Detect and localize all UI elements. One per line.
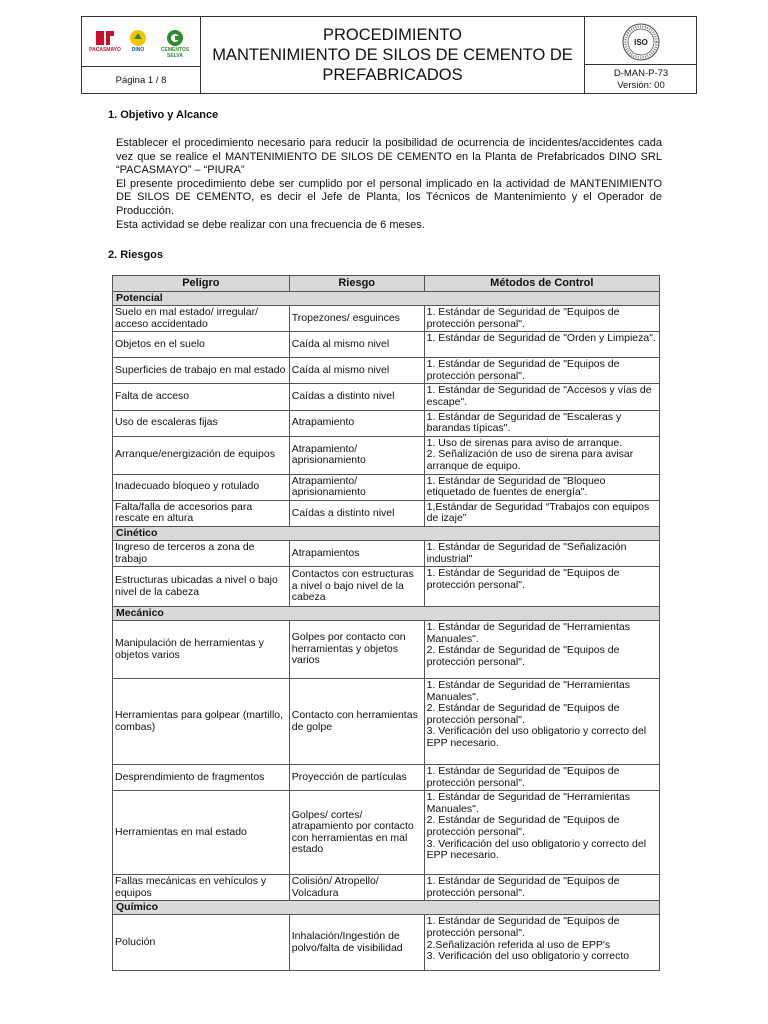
control-cell: 1. Uso de sirenas para aviso de arranque. 2. Señalización de uso de sirena para avisar arranque de equipo. [424, 436, 659, 474]
table-row [113, 474, 660, 500]
document-title [201, 25, 584, 85]
peligro-cell: Uso de escaleras fijas [113, 410, 290, 436]
peligro-cell: Herramientas en mal estado [113, 791, 290, 875]
riesgo-cell: Caída al mismo nivel [289, 332, 424, 358]
paragraph: Establecer el procedimiento necesario para reducir la posibilidad de ocurrencia de incidentes/accidentes cada vez que se realice el MANTENIMIENTO DE SILOS DE CEMENTO en la Planta de Prefabricados DINO SRL “PACASMAYO” – “PIURA” [116, 137, 662, 177]
control-cell: 1. Estándar de Seguridad de "Equipos de protección personal". [424, 875, 659, 901]
title-line: MANTENIMIENTO DE SILOS DE CEMENTO DE [212, 46, 573, 64]
table-body [113, 292, 660, 971]
riesgo-cell: Contactos con estructuras a nivel o bajo nivel de la cabeza [289, 567, 424, 607]
cementos-selva-logo: CEMENTOS SELVA [154, 29, 196, 59]
riesgo-cell: Caídas a distinto nivel [289, 384, 424, 410]
peligro-cell: Desprendimiento de fragmentos [113, 765, 290, 791]
table-row [113, 332, 660, 358]
category-label: Potencial [113, 292, 660, 306]
peligro-cell: Arranque/energización de equipos [113, 436, 290, 474]
peligro-cell: Objetos en el suelo [113, 332, 290, 358]
table-row [113, 567, 660, 607]
table-row [113, 306, 660, 332]
category-label: Mecánico [113, 607, 660, 621]
document-header [81, 16, 697, 94]
riesgo-cell: Atrapamiento/ aprisionamiento [289, 436, 424, 474]
riesgo-cell: Colisión/ Atropello/ Volcadura [289, 875, 424, 901]
control-cell: 1. Estándar de Seguridad de "Escaleras y barandas típicas". [424, 410, 659, 436]
table-row [113, 875, 660, 901]
doc-code: D-MAN-P-73 [613, 68, 669, 79]
table-row [113, 621, 660, 679]
control-cell: 1. Estándar de Seguridad de "Bloqueo etiquetado de fuentes de energía". [424, 474, 659, 500]
peligro-cell: Ingreso de terceros a zona de trabajo [113, 540, 290, 566]
peligro-cell: Fallas mecánicas en vehículos y equipos [113, 875, 290, 901]
control-cell: 1. Estándar de Seguridad de "Equipos de protección personal". [424, 306, 659, 332]
control-cell: 1. Estándar de Seguridad de "Equipos de protección personal". [424, 358, 659, 384]
title-line: PROCEDIMIENTO [322, 26, 463, 44]
doc-version: Versión: 00 [617, 80, 665, 91]
paragraph: El presente procedimiento debe ser cumplido por el personal implicado en la actividad de MANTENIMIENTO DE SILOS DE CEMENTO, es decir el Jefe de Planta, los Técnicos de Mantenimiento y el Operador de Producción. [116, 177, 662, 217]
category-label: Químico [113, 901, 660, 915]
peligro-cell: Herramientas para golpear (martillo, combas) [113, 679, 290, 765]
table-row [113, 384, 660, 410]
peligro-cell: Inadecuado bloqueo y rotulado [113, 474, 290, 500]
peligro-cell: Manipulación de herramientas y objetos varios [113, 621, 290, 679]
page-number: Página 1 / 8 [115, 75, 167, 86]
peligro-cell: Superficies de trabajo en mal estado [113, 358, 290, 384]
riesgo-cell: Proyección de partículas [289, 765, 424, 791]
header-divider [82, 66, 200, 67]
table-row [113, 791, 660, 875]
table-row [113, 410, 660, 436]
table-row [113, 915, 660, 971]
riesgo-cell: Tropezones/ esguinces [289, 306, 424, 332]
riesgo-cell: Inhalación/Ingestión de polvo/falta de visibilidad [289, 915, 424, 971]
control-cell: 1. Estándar de Seguridad de "Herramientas Manuales". 2. Estándar de Seguridad de "Equipos de protección personal". [424, 621, 659, 679]
header-divider [584, 64, 696, 65]
peligro-cell: Falta/falla de accesorios para rescate en altura [113, 500, 290, 526]
category-row [113, 607, 660, 621]
title-line: PREFABRICADOS [322, 66, 463, 84]
category-row [113, 526, 660, 540]
riesgo-cell: Contacto con herramientas de golpe [289, 679, 424, 765]
control-cell: 1. Estándar de Seguridad de "Orden y Limpieza". [424, 332, 659, 358]
riesgo-cell: Golpes/ cortes/ atrapamiento por contacto con herramientas en mal estado [289, 791, 424, 875]
column-header-peligro: Peligro [113, 276, 290, 292]
riesgo-cell: Caída al mismo nivel [289, 358, 424, 384]
control-cell: 1. Estándar de Seguridad de "Herramientas Manuales". 2. Estándar de Seguridad de "Equipos de protección personal". 3. Verificación del uso obligatorio y correcto del EPP necesario. [424, 679, 659, 765]
peligro-cell: Polución [113, 915, 290, 971]
column-header-riesgo: Riesgo [289, 276, 424, 292]
control-cell: 1. Estándar de Seguridad de "Señalización industrial" [424, 540, 659, 566]
control-cell: 1. Estándar de Seguridad de "Accesos y vías de escape". [424, 384, 659, 410]
riesgo-cell: Atrapamientos [289, 540, 424, 566]
category-row [113, 292, 660, 306]
table-row [113, 500, 660, 526]
peligro-cell: Estructuras ubicadas a nivel o bajo nivel de la cabeza [113, 567, 290, 607]
category-row [113, 901, 660, 915]
svg-text:ISO: ISO [634, 38, 648, 47]
table-row [113, 679, 660, 765]
control-cell: 1. Estándar de Seguridad de "Herramientas Manuales". 2. Estándar de Seguridad de "Equipos de protección personal". 3. Verificación del uso obligatorio y correcto del EPP necesario. [424, 791, 659, 875]
objetivo-text [116, 137, 662, 232]
control-cell: 1. Estándar de Seguridad de "Equipos de protección personal". 2.Señalización referida al uso de EPP's 3. Verificación del uso obligatorio y correcto [424, 915, 659, 971]
company-logos [88, 29, 196, 61]
section-heading-objetivo: 1. Objetivo y Alcance [108, 109, 219, 121]
document-code-version [584, 68, 698, 92]
category-label: Cinético [113, 526, 660, 540]
peligro-cell: Falta de acceso [113, 384, 290, 410]
column-header-control: Métodos de Control [424, 276, 659, 292]
control-cell: 1. Estándar de Seguridad de "Equipos de protección personal". [424, 567, 659, 607]
iso-seal [584, 20, 698, 64]
peligro-cell: Suelo en mal estado/ irregular/ acceso accidentado [113, 306, 290, 332]
pacasmayo-logo: PACASMAYO [88, 29, 122, 53]
riesgo-cell: Golpes por contacto con herramientas y objetos varios [289, 621, 424, 679]
riesgo-cell: Atrapamiento [289, 410, 424, 436]
riesgo-cell: Caídas a distinto nivel [289, 500, 424, 526]
section-heading-riesgos: 2. Riesgos [108, 249, 164, 261]
dino-logo: DINO [124, 29, 152, 53]
riesgo-cell: Atrapamiento/ aprisionamiento [289, 474, 424, 500]
paragraph: Esta actividad se debe realizar con una frecuencia de 6 meses. [116, 218, 425, 231]
table-row [113, 436, 660, 474]
table-row [113, 540, 660, 566]
risk-table [112, 275, 660, 971]
table-row [113, 765, 660, 791]
table-header-row [113, 276, 660, 292]
control-cell: 1,Estándar de Seguridad “Trabajos con equipos de izaje” [424, 500, 659, 526]
control-cell: 1. Estándar de Seguridad de "Equipos de protección personal". [424, 765, 659, 791]
table-row [113, 358, 660, 384]
